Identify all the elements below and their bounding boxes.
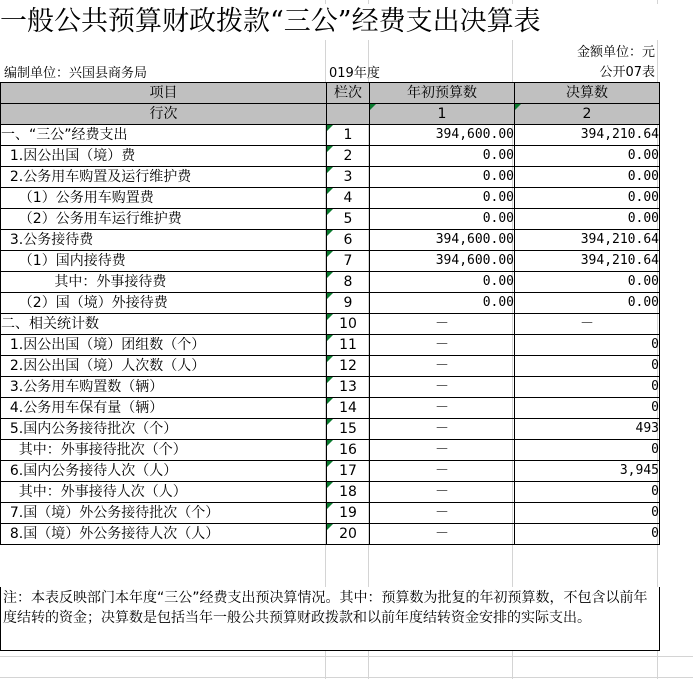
- table-row: [1, 377, 660, 398]
- row-actual-value[interactable]: 0.00: [515, 293, 660, 314]
- unit-label: 金额单位：元: [576, 45, 655, 60]
- table-row: [1, 272, 660, 293]
- row-actual-value[interactable]: 0: [515, 356, 660, 377]
- row-item-name[interactable]: （1）国内接待费: [1, 251, 327, 272]
- header-actual-idx[interactable]: 2: [515, 104, 660, 125]
- row-number[interactable]: 3: [327, 167, 370, 188]
- row-actual-value[interactable]: 0: [515, 524, 660, 545]
- row-budget-value[interactable]: 394,600.00: [370, 251, 515, 272]
- table-row: [1, 293, 660, 314]
- table-row: [1, 230, 660, 251]
- row-number[interactable]: 8: [327, 272, 370, 293]
- row-budget-value[interactable]: －: [370, 398, 515, 419]
- row-budget-value[interactable]: 0.00: [370, 146, 515, 167]
- budget-table: [0, 82, 660, 545]
- row-actual-value[interactable]: 0.00: [515, 146, 660, 167]
- header-index-row: [1, 104, 660, 125]
- row-number[interactable]: 11: [327, 335, 370, 356]
- row-budget-value[interactable]: －: [370, 314, 515, 335]
- row-actual-value[interactable]: 394,210.64: [515, 251, 660, 272]
- row-number[interactable]: 16: [327, 440, 370, 461]
- row-budget-value[interactable]: －: [370, 440, 515, 461]
- table-row: [1, 125, 660, 146]
- row-budget-value[interactable]: －: [370, 503, 515, 524]
- row-budget-value[interactable]: 0.00: [370, 209, 515, 230]
- row-item-name[interactable]: 7.国（境）外公务接待批次（个）: [1, 503, 327, 524]
- row-actual-value[interactable]: 0: [515, 398, 660, 419]
- row-number[interactable]: 2: [327, 146, 370, 167]
- header-actual[interactable]: 决算数: [515, 83, 660, 104]
- row-number[interactable]: 13: [327, 377, 370, 398]
- row-budget-value[interactable]: －: [370, 335, 515, 356]
- gridline: [0, 656, 693, 657]
- row-budget-value[interactable]: －: [370, 377, 515, 398]
- table-row: [1, 167, 660, 188]
- row-number[interactable]: 17: [327, 461, 370, 482]
- row-actual-value[interactable]: 0.00: [515, 188, 660, 209]
- row-item-name[interactable]: 4.公务用车保有量（辆）: [1, 398, 327, 419]
- table-row: [1, 356, 660, 377]
- header-row-no[interactable]: 行次: [1, 104, 327, 125]
- header-empty-cell[interactable]: [327, 104, 370, 125]
- row-number[interactable]: 9: [327, 293, 370, 314]
- row-number[interactable]: 14: [327, 398, 370, 419]
- table-row: [1, 524, 660, 545]
- row-actual-value[interactable]: 0: [515, 335, 660, 356]
- row-actual-value[interactable]: 0.00: [515, 209, 660, 230]
- row-actual-value[interactable]: 0: [515, 503, 660, 524]
- row-actual-value[interactable]: 3,945: [515, 461, 660, 482]
- row-number[interactable]: 19: [327, 503, 370, 524]
- table-row: [1, 251, 660, 272]
- row-budget-value[interactable]: －: [370, 482, 515, 503]
- header-col-no[interactable]: 栏次: [327, 83, 370, 104]
- row-number[interactable]: 6: [327, 230, 370, 251]
- table-row: [1, 314, 660, 335]
- page-title: 一般公共预算财政拨款“三公”经费支出决算表: [0, 4, 693, 40]
- row-budget-value[interactable]: 394,600.00: [370, 125, 515, 146]
- form-code: 公开07表: [599, 65, 655, 80]
- table-row: [1, 419, 660, 440]
- row-actual-value[interactable]: －: [515, 314, 660, 335]
- row-item-name[interactable]: 6.国内公务接待人次（人）: [1, 461, 327, 482]
- row-item-name[interactable]: 8.国（境）外公务接待人次（人）: [1, 524, 327, 545]
- table-row: [1, 440, 660, 461]
- year-label: 019年度: [329, 66, 380, 81]
- row-number[interactable]: 7: [327, 251, 370, 272]
- table-row: [1, 482, 660, 503]
- row-item-name[interactable]: 1.因公出国（境）费: [1, 146, 327, 167]
- row-item-name[interactable]: 3.公务接待费: [1, 230, 327, 251]
- header-item[interactable]: 项目: [1, 83, 327, 104]
- table-row: [1, 146, 660, 167]
- row-actual-value[interactable]: 0: [515, 482, 660, 503]
- row-item-name[interactable]: 1.因公出国（境）团组数（个）: [1, 335, 327, 356]
- gridline: [0, 677, 693, 678]
- table-row: [1, 461, 660, 482]
- row-number[interactable]: 20: [327, 524, 370, 545]
- row-number[interactable]: 4: [327, 188, 370, 209]
- org-label: 编制单位：兴国县商务局: [4, 66, 148, 81]
- row-item-name[interactable]: 其中：外事接待费: [1, 272, 327, 293]
- row-budget-value[interactable]: －: [370, 419, 515, 440]
- row-budget-value[interactable]: 0.00: [370, 188, 515, 209]
- table-row: [1, 209, 660, 230]
- table-row: [1, 503, 660, 524]
- row-budget-value[interactable]: 0.00: [370, 293, 515, 314]
- row-item-name[interactable]: 3.公务用车购置数（辆）: [1, 377, 327, 398]
- row-number[interactable]: 18: [327, 482, 370, 503]
- table-row: [1, 398, 660, 419]
- row-item-name[interactable]: （2）国（境）外接待费: [1, 293, 327, 314]
- row-item-name[interactable]: 2.公务用车购置及运行维护费: [1, 167, 327, 188]
- row-item-name[interactable]: （1）公务用车购置费: [1, 188, 327, 209]
- row-actual-value[interactable]: 0.00: [515, 272, 660, 293]
- row-budget-value[interactable]: －: [370, 524, 515, 545]
- row-budget-value[interactable]: 0.00: [370, 272, 515, 293]
- row-number[interactable]: 15: [327, 419, 370, 440]
- table-row: [1, 188, 660, 209]
- row-actual-value[interactable]: 493: [515, 419, 660, 440]
- header-row: [1, 83, 660, 104]
- row-item-name[interactable]: 其中：外事接待人次（人）: [1, 482, 327, 503]
- row-number[interactable]: 10: [327, 314, 370, 335]
- footnote: 注：本表反映部门本年度“三公”经费支出预决算情况。其中：预算数为批复的年初预算数，不包含以前年度结转的资金；决算数是包括当年一般公共预算财政拨款和以前年度结转资金安排的实际支出。: [0, 587, 660, 651]
- header-budget-idx[interactable]: 1: [370, 104, 515, 125]
- table-row: [1, 335, 660, 356]
- header-budget[interactable]: 年初预算数: [370, 83, 515, 104]
- row-item-name[interactable]: 5.国内公务接待批次（个）: [1, 419, 327, 440]
- row-item-name[interactable]: （2）公务用车运行维护费: [1, 209, 327, 230]
- row-budget-value[interactable]: －: [370, 356, 515, 377]
- row-item-name[interactable]: 其中：外事接待批次（个）: [1, 440, 327, 461]
- row-item-name[interactable]: 二、相关统计数: [1, 314, 327, 335]
- row-item-name[interactable]: 一、“三公”经费支出: [1, 125, 327, 146]
- row-number[interactable]: 12: [327, 356, 370, 377]
- row-number[interactable]: 5: [327, 209, 370, 230]
- row-budget-value[interactable]: 0.00: [370, 167, 515, 188]
- row-actual-value[interactable]: 394,210.64: [515, 125, 660, 146]
- row-number[interactable]: 1: [327, 125, 370, 146]
- row-actual-value[interactable]: 394,210.64: [515, 230, 660, 251]
- row-actual-value[interactable]: 0: [515, 440, 660, 461]
- row-actual-value[interactable]: 0.00: [515, 167, 660, 188]
- row-actual-value[interactable]: 0: [515, 377, 660, 398]
- row-item-name[interactable]: 2.因公出国（境）人次数（人）: [1, 356, 327, 377]
- row-budget-value[interactable]: －: [370, 461, 515, 482]
- row-budget-value[interactable]: 394,600.00: [370, 230, 515, 251]
